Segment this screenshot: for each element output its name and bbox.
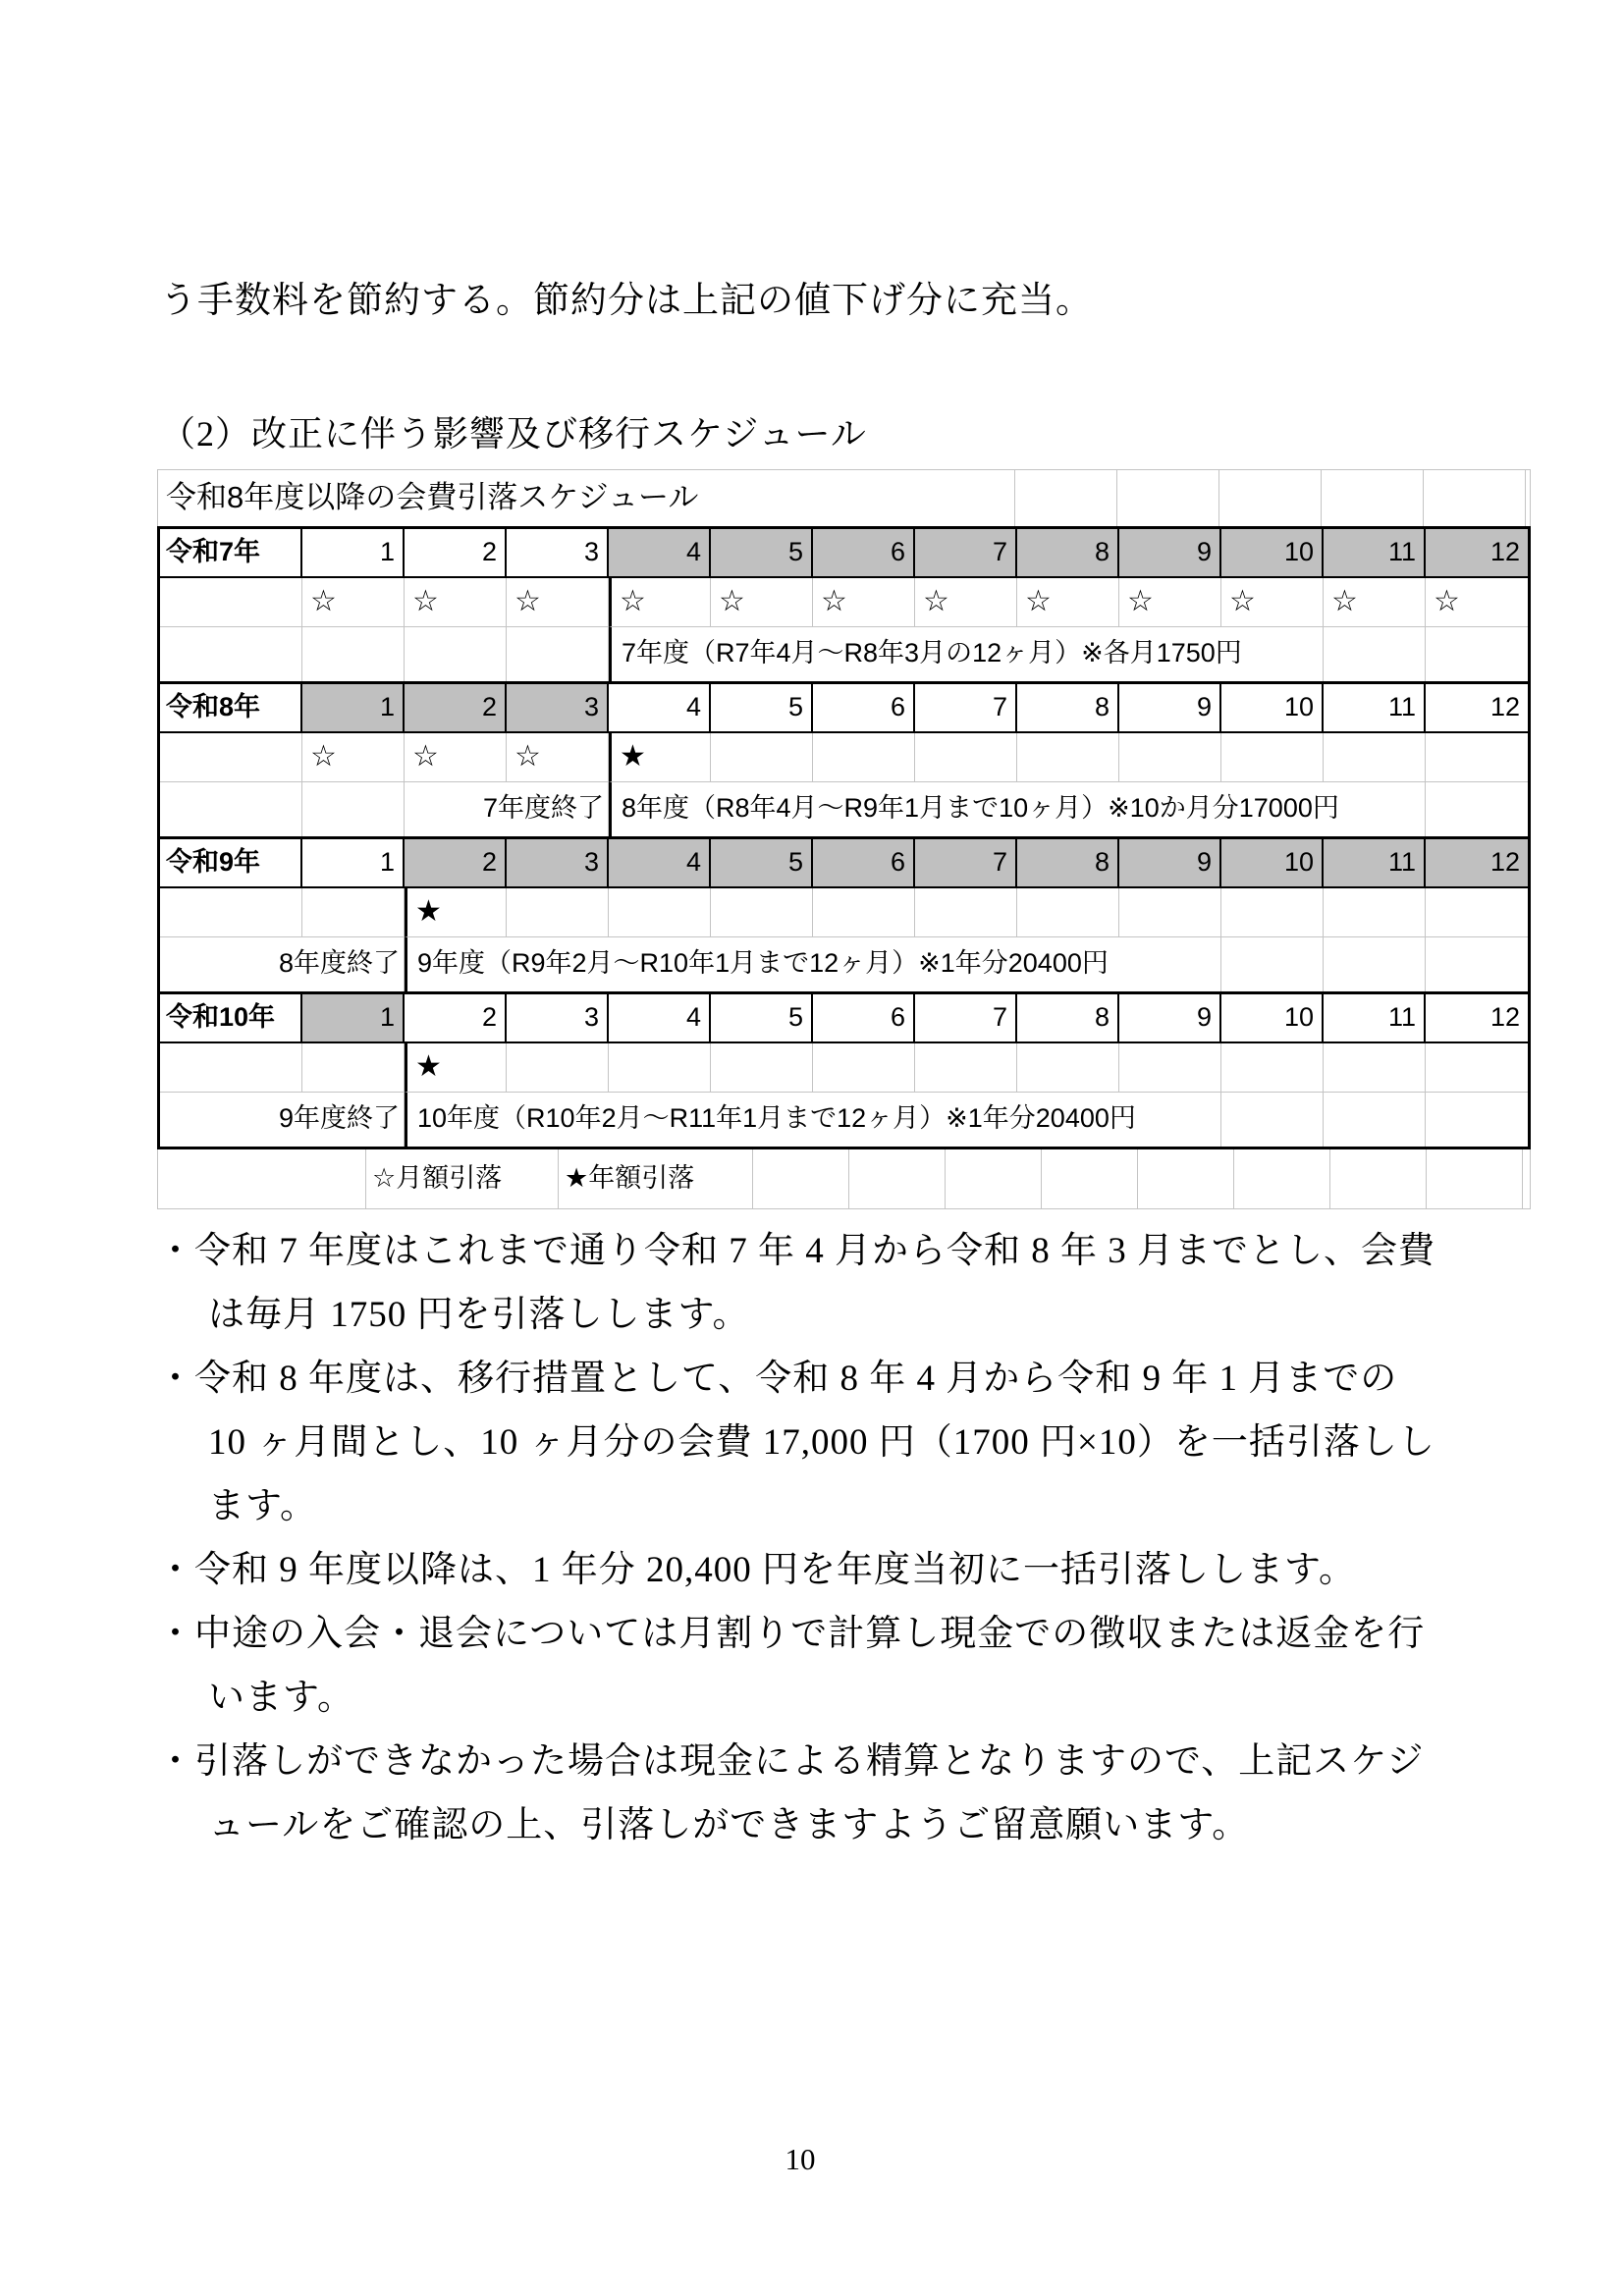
- month-cell: 6: [813, 529, 915, 578]
- star-cell: [1017, 733, 1119, 782]
- empty-cell: [160, 1043, 302, 1093]
- star-cell: [1324, 733, 1426, 782]
- empty-cell: [160, 733, 302, 782]
- empty-cell: [1234, 1149, 1330, 1208]
- fiscal-note: 7年度（R7年4月～R8年3月の12ヶ月）※各月1750円: [609, 627, 1324, 681]
- table-body: [157, 526, 1531, 1149]
- star-cell: ☆: [609, 578, 711, 627]
- empty-cell: [849, 1149, 946, 1208]
- fee-schedule-table: [157, 469, 1531, 1209]
- star-cell: [711, 733, 813, 782]
- empty-cell: [302, 627, 405, 681]
- star-cell: [507, 1043, 609, 1093]
- year-end-label: 8年度終了: [160, 937, 405, 991]
- bullet-item: ・令和 8 年度は、移行措置として、令和 8 年 4 月から令和 9 年 1 月までの 10 ヶ月間とし、10 ヶ月分の会費 17,000 円（1700 円×10）を一括引落しします。: [157, 1359, 1435, 1526]
- empty-cell: [1324, 627, 1426, 681]
- star-cell: ☆: [1017, 578, 1119, 627]
- month-cell: 3: [507, 529, 609, 578]
- empty-cell: [1117, 470, 1219, 526]
- star-cell: ☆: [302, 578, 405, 627]
- month-cell: 3: [507, 839, 609, 888]
- legend-monthly: ☆月額引落: [366, 1149, 559, 1208]
- star-cell: [507, 888, 609, 937]
- month-row: [160, 684, 1528, 733]
- star-row: [160, 733, 1528, 782]
- month-cell: 6: [813, 684, 915, 733]
- month-cell: 11: [1324, 994, 1426, 1043]
- month-cell: 9: [1119, 529, 1221, 578]
- month-cell: 10: [1221, 839, 1324, 888]
- empty-cell: [946, 1149, 1042, 1208]
- star-cell: ☆: [915, 578, 1017, 627]
- note-row: [160, 782, 1528, 836]
- empty-cell: [160, 888, 302, 937]
- bullet-item: ・中途の入会・退会については月割りで計算し現金での徴収または返金を行います。: [157, 1614, 1426, 1718]
- month-cell: 8: [1017, 529, 1119, 578]
- star-cell: [711, 1043, 813, 1093]
- star-cell: ☆: [302, 733, 405, 782]
- star-cell: [302, 1043, 405, 1093]
- year-end-label: 9年度終了: [160, 1093, 405, 1147]
- month-cell: 6: [813, 839, 915, 888]
- month-cell: 5: [711, 994, 813, 1043]
- empty-cell: [1427, 1149, 1523, 1208]
- star-row: [160, 1043, 1528, 1093]
- empty-cell: [1426, 937, 1528, 991]
- month-cell: 1: [302, 529, 405, 578]
- star-cell: ☆: [507, 578, 609, 627]
- star-cell: ☆: [1324, 578, 1426, 627]
- empty-cell: [158, 1149, 366, 1208]
- month-cell: 9: [1119, 684, 1221, 733]
- month-cell: 11: [1324, 684, 1426, 733]
- month-cell: 4: [609, 529, 711, 578]
- star-cell: ☆: [1119, 578, 1221, 627]
- star-cell: [1221, 888, 1324, 937]
- month-cell: 2: [405, 529, 507, 578]
- empty-cell: [1426, 1093, 1528, 1147]
- month-cell: 10: [1221, 529, 1324, 578]
- empty-cell: [405, 627, 507, 681]
- star-cell: [1426, 1043, 1528, 1093]
- star-cell: [915, 888, 1017, 937]
- empty-cell: [160, 782, 302, 836]
- note-row: [160, 1093, 1528, 1147]
- intro-line: う手数料を節約する。節約分は上記の値下げ分に充当。: [160, 281, 1093, 321]
- empty-cell: [1042, 1149, 1138, 1208]
- month-cell: 11: [1324, 839, 1426, 888]
- month-cell: 5: [711, 839, 813, 888]
- month-cell: 9: [1119, 994, 1221, 1043]
- note-row: [160, 937, 1528, 991]
- month-cell: 2: [405, 839, 507, 888]
- fiscal-note: 8年度（R8年4月～R9年1月まで10ヶ月）※10か月分17000円: [609, 782, 1426, 836]
- empty-cell: [1322, 470, 1424, 526]
- star-cell: [1324, 888, 1426, 937]
- empty-cell: [1221, 937, 1324, 991]
- star-cell: [1119, 888, 1221, 937]
- star-cell: [1119, 1043, 1221, 1093]
- month-cell: 10: [1221, 994, 1324, 1043]
- empty-cell: [1424, 470, 1526, 526]
- table-title: 令和8年度以降の会費引落スケジュール: [158, 470, 1015, 526]
- month-cell: 1: [302, 994, 405, 1043]
- empty-cell: [1426, 627, 1528, 681]
- month-row: [160, 839, 1528, 888]
- star-cell: [609, 1043, 711, 1093]
- month-cell: 2: [405, 684, 507, 733]
- year-label: 令和9年: [160, 839, 302, 888]
- month-cell: 8: [1017, 839, 1119, 888]
- month-cell: 10: [1221, 684, 1324, 733]
- bullet-list: [157, 1219, 1443, 1857]
- star-cell: ☆: [1221, 578, 1324, 627]
- month-cell: 2: [405, 994, 507, 1043]
- star-cell: [302, 888, 405, 937]
- star-cell: [609, 888, 711, 937]
- star-cell: [915, 1043, 1017, 1093]
- fiscal-note: 9年度（R9年2月～R10年1月まで12ヶ月）※1年分20400円: [405, 937, 1221, 991]
- page-number: 10: [785, 2142, 816, 2176]
- star-cell: [813, 733, 915, 782]
- star-cell: ☆: [1426, 578, 1528, 627]
- month-cell: 7: [915, 994, 1017, 1043]
- empty-cell: [1221, 1093, 1324, 1147]
- month-cell: 4: [609, 994, 711, 1043]
- empty-cell: [160, 578, 302, 627]
- star-cell: [1426, 733, 1528, 782]
- empty-cell: [302, 782, 405, 836]
- fiscal-note: 10年度（R10年2月～R11年1月まで12ヶ月）※1年分20400円: [405, 1093, 1221, 1147]
- month-cell: 5: [711, 529, 813, 578]
- star-cell: ☆: [507, 733, 609, 782]
- year-block-r10: [160, 991, 1528, 1147]
- month-cell: 12: [1426, 684, 1528, 733]
- star-cell: [1426, 888, 1528, 937]
- section-heading: （2）改正に伴う影響及び移行スケジュール: [160, 414, 867, 454]
- month-cell: 1: [302, 839, 405, 888]
- star-cell: [1221, 1043, 1324, 1093]
- star-cell: [711, 888, 813, 937]
- star-cell: ☆: [405, 733, 507, 782]
- year-label: 令和10年: [160, 994, 302, 1043]
- empty-cell: [1015, 470, 1117, 526]
- month-cell: 3: [507, 994, 609, 1043]
- year-label: 令和7年: [160, 529, 302, 578]
- month-cell: 8: [1017, 994, 1119, 1043]
- star-row: [160, 578, 1528, 627]
- legend-row: [157, 1149, 1531, 1209]
- month-cell: 6: [813, 994, 915, 1043]
- star-cell: [915, 733, 1017, 782]
- star-cell: [1119, 733, 1221, 782]
- month-cell: 4: [609, 684, 711, 733]
- star-cell: [1324, 1043, 1426, 1093]
- empty-cell: [1219, 470, 1322, 526]
- month-row: [160, 529, 1528, 578]
- month-cell: 1: [302, 684, 405, 733]
- star-cell: ★: [405, 888, 507, 937]
- star-cell: ☆: [813, 578, 915, 627]
- year-end-label: 7年度終了: [405, 782, 609, 836]
- empty-cell: [507, 627, 609, 681]
- empty-cell: [753, 1149, 849, 1208]
- month-cell: 7: [915, 529, 1017, 578]
- bullet-item: ・令和 7 年度はこれまで通り令和 7 年 4 月から令和 8 年 3 月までとし、会費は毎月 1750 円を引落しします。: [157, 1231, 1435, 1335]
- month-row: [160, 994, 1528, 1043]
- year-label: 令和8年: [160, 684, 302, 733]
- star-cell: [813, 888, 915, 937]
- year-block-r9: [160, 836, 1528, 991]
- month-cell: 12: [1426, 994, 1528, 1043]
- empty-cell: [1324, 937, 1426, 991]
- month-cell: 7: [915, 684, 1017, 733]
- star-cell: [1017, 1043, 1119, 1093]
- month-cell: 5: [711, 684, 813, 733]
- bullet-item: ・引落しができなかった場合は現金による精算となりますので、上記スケジュールをご確認の上、引落しができますようご留意願います。: [157, 1741, 1425, 1845]
- empty-cell: [1330, 1149, 1427, 1208]
- empty-cell: [1426, 782, 1528, 836]
- legend-yearly: ★年額引落: [559, 1149, 753, 1208]
- bullet-item: ・令和 9 年度以降は、1 年分 20,400 円を年度当初に一括引落しします。: [157, 1550, 1357, 1590]
- empty-cell: [1138, 1149, 1234, 1208]
- empty-cell: [160, 627, 302, 681]
- star-cell: [1017, 888, 1119, 937]
- month-cell: 11: [1324, 529, 1426, 578]
- empty-cell: [1324, 1093, 1426, 1147]
- month-cell: 8: [1017, 684, 1119, 733]
- month-cell: 3: [507, 684, 609, 733]
- note-row: [160, 627, 1528, 681]
- star-cell: [1221, 733, 1324, 782]
- month-cell: 12: [1426, 529, 1528, 578]
- star-cell: ★: [405, 1043, 507, 1093]
- month-cell: 12: [1426, 839, 1528, 888]
- star-row: [160, 888, 1528, 937]
- star-cell: ★: [609, 733, 711, 782]
- year-block-r7: [160, 529, 1528, 681]
- month-cell: 7: [915, 839, 1017, 888]
- star-cell: ☆: [405, 578, 507, 627]
- year-block-r8: [160, 681, 1528, 836]
- star-cell: ☆: [711, 578, 813, 627]
- table-title-row: [157, 469, 1531, 526]
- star-cell: [813, 1043, 915, 1093]
- month-cell: 9: [1119, 839, 1221, 888]
- month-cell: 4: [609, 839, 711, 888]
